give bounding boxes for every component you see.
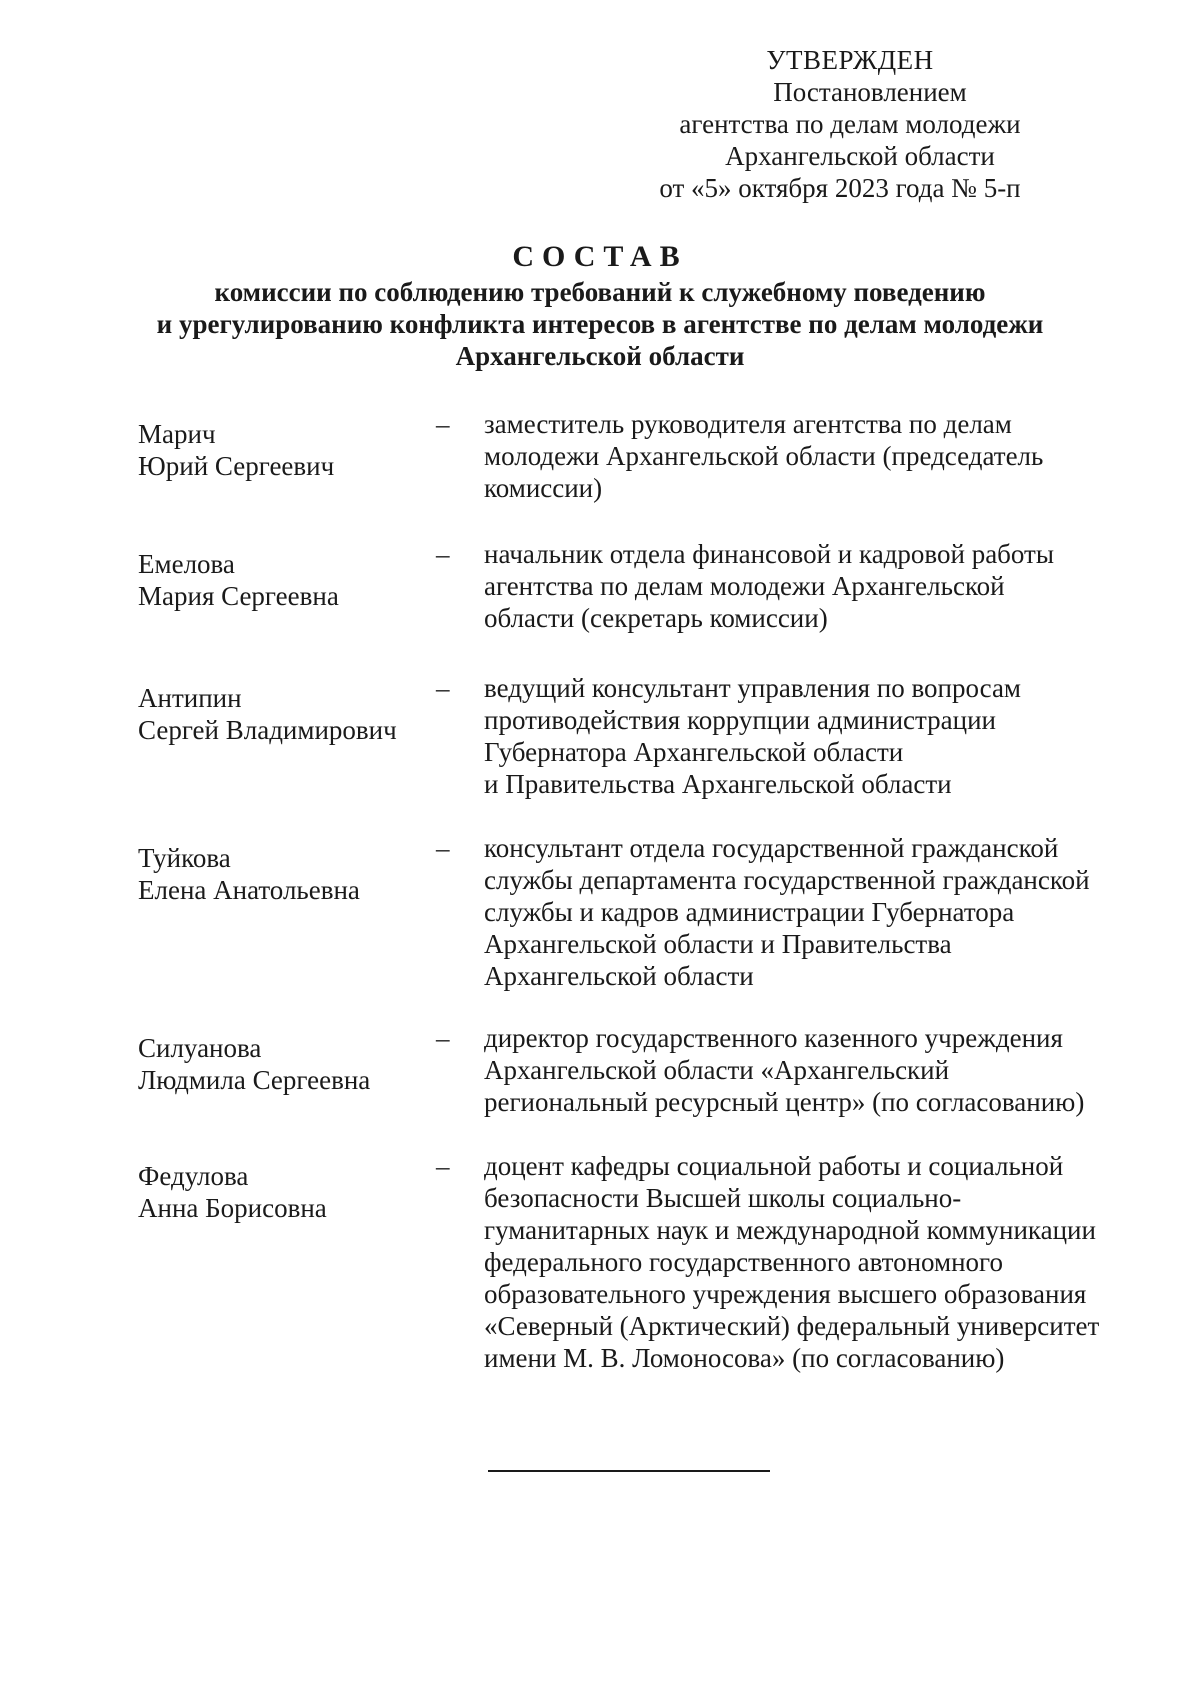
- member-role-line: региональный ресурсный центр» (по согласованию): [484, 1087, 1085, 1117]
- member-role-line: образовательного учреждения высшего образования: [484, 1279, 1087, 1309]
- member-role: [484, 672, 1124, 800]
- member-surname: Емелова: [138, 549, 235, 579]
- member-surname: Федулова: [138, 1161, 249, 1191]
- document-subtitle-line: комиссии по соблюдению требований к служебному поведению: [214, 277, 986, 307]
- member-dash: –: [436, 1151, 450, 1181]
- member-role-line: Архангельской области и Правительства: [484, 929, 952, 959]
- member-role-line: Архангельской области: [484, 961, 754, 991]
- document-subtitle-line: Архангельской области: [455, 341, 745, 371]
- member-role-line: федерального государственного автономного: [484, 1247, 1003, 1277]
- member-entry: [138, 672, 1148, 832]
- member-role: [484, 832, 1124, 992]
- member-role-line: «Северный (Арктический) федеральный университет: [484, 1311, 1100, 1341]
- member-surname: Силуанова: [138, 1033, 262, 1063]
- member-role-line: службы департамента государственной гражданской: [484, 865, 1090, 895]
- member-role-line: имени М. В. Ломоносова» (по согласованию): [484, 1343, 1005, 1373]
- member-given-names: Елена Анатольевна: [138, 875, 360, 905]
- member-role-line: области (секретарь комиссии): [484, 603, 828, 633]
- approval-block: [560, 44, 1140, 204]
- member-role-line: Архангельской области «Архангельский: [484, 1055, 950, 1085]
- member-role-line: и Правительства Архангельской области: [484, 769, 952, 799]
- member-role: [484, 1150, 1124, 1374]
- member-role: [484, 408, 1124, 504]
- member-role-line: безопасности Высшей школы социально-: [484, 1183, 962, 1213]
- member-role-line: начальник отдела финансовой и кадровой работы: [484, 539, 1054, 569]
- approval-line: Постановлением: [773, 77, 967, 107]
- member-role-line: директор государственного казенного учреждения: [484, 1023, 1063, 1053]
- member-dash: –: [436, 539, 450, 569]
- member-role-line: ведущий консультант управления по вопросам: [484, 673, 1022, 703]
- member-given-names: Анна Борисовна: [138, 1193, 327, 1223]
- member-role-line: гуманитарных наук и международной коммуникации: [484, 1215, 1096, 1245]
- member-role-line: противодействия коррупции администрации: [484, 705, 996, 735]
- member-name: [138, 418, 438, 482]
- member-given-names: Мария Сергеевна: [138, 581, 339, 611]
- member-role-line: консультант отдела государственной гражданской: [484, 833, 1059, 863]
- member-role: [484, 1022, 1124, 1118]
- member-dash: –: [436, 1023, 450, 1053]
- member-name: [138, 548, 438, 612]
- member-dash: –: [436, 833, 450, 863]
- member-surname: Туйкова: [138, 843, 231, 873]
- approval-stamp: УТВЕРЖДЕН: [766, 45, 934, 75]
- member-role-line: молодежи Архангельской области (председатель: [484, 441, 1044, 471]
- member-name: [138, 842, 438, 906]
- member-role-line: Губернатора Архангельской области: [484, 737, 904, 767]
- member-name: [138, 1032, 438, 1096]
- member-role: [484, 538, 1124, 634]
- approval-date-number: от «5» октября 2023 года № 5-п: [659, 173, 1021, 203]
- member-entry: [138, 408, 1148, 538]
- member-role-line: комиссии): [484, 473, 603, 503]
- member-role-line: заместитель руководителя агентства по делам: [484, 409, 1012, 439]
- member-given-names: Юрий Сергеевич: [138, 451, 335, 481]
- closing-divider: [488, 1470, 770, 1472]
- document-subtitle-line: и урегулированию конфликта интересов в агентстве по делам молодежи: [156, 309, 1044, 339]
- member-name: [138, 1160, 438, 1224]
- member-surname: Марич: [138, 419, 216, 449]
- approval-line: агентства по делам молодежи: [679, 109, 1021, 139]
- member-surname: Антипин: [138, 683, 242, 713]
- member-role-line: доцент кафедры социальной работы и социальной: [484, 1151, 1064, 1181]
- member-entry: [138, 1150, 1148, 1410]
- member-dash: –: [436, 673, 450, 703]
- member-entry: [138, 832, 1148, 1022]
- member-given-names: Сергей Владимирович: [138, 715, 397, 745]
- approval-line: Архангельской области: [725, 141, 995, 171]
- member-given-names: Людмила Сергеевна: [138, 1065, 371, 1095]
- member-role-line: службы и кадров администрации Губернатора: [484, 897, 1015, 927]
- member-entry: [138, 1022, 1148, 1150]
- member-entry: [138, 538, 1148, 672]
- document-heading: [120, 240, 1080, 372]
- member-dash: –: [436, 409, 450, 439]
- member-name: [138, 682, 438, 746]
- members-list: [138, 408, 1148, 1410]
- member-role-line: агентства по делам молодежи Архангельской: [484, 571, 1005, 601]
- document-title: СОСТАВ: [512, 240, 688, 273]
